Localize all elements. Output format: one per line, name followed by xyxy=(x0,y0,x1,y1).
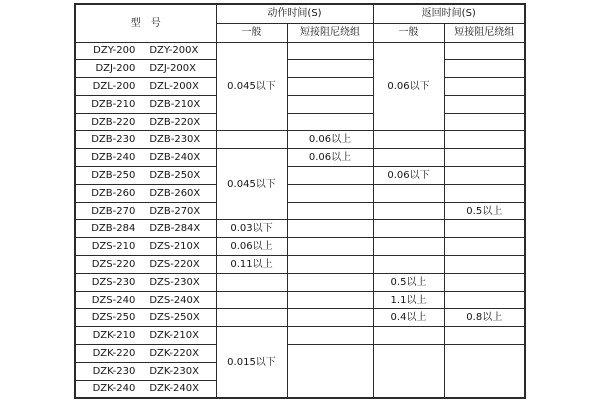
model-cell xyxy=(75,42,216,60)
table-header xyxy=(75,4,525,42)
return-damped-value-cell xyxy=(444,184,525,202)
header-action-general: 一般 xyxy=(216,23,287,42)
action-damped-value-cell: 0.06以上 xyxy=(287,131,373,149)
table-row xyxy=(75,149,525,167)
return-damped-value-cell: 0.5以上 xyxy=(444,202,525,220)
action-general-value-cell: 0.11以上 xyxy=(216,256,287,274)
action-damped-value-cell xyxy=(287,95,373,113)
action-damped-value-cell xyxy=(287,238,373,256)
model-number-x-variant: DZK-220X xyxy=(149,347,199,359)
action-damped-value-cell xyxy=(287,327,373,345)
model-number-x-variant: DZS-210X xyxy=(149,241,200,253)
table-row xyxy=(75,327,525,345)
return-general-value-cell xyxy=(373,327,444,345)
return-damped-value-cell xyxy=(444,238,525,256)
action-damped-value-cell xyxy=(287,167,373,185)
model-number: DZK-210 xyxy=(92,330,136,342)
model-number-x-variant: DZS-240X xyxy=(149,294,200,306)
return-damped-value-cell xyxy=(444,256,525,274)
model-number: DZB-210 xyxy=(91,98,136,110)
action-damped-value-cell xyxy=(287,113,373,131)
action-general-value-cell xyxy=(216,291,287,309)
model-cell xyxy=(75,238,216,256)
return-general-value-cell xyxy=(373,131,444,149)
model-cell xyxy=(75,291,216,309)
action-damped-value-cell xyxy=(287,256,373,274)
model-number: DZB-220 xyxy=(91,116,136,128)
return-damped-value-cell xyxy=(444,78,525,96)
header-return-damped-winding: 短接阻尼绕组 xyxy=(444,23,525,42)
table-body xyxy=(75,42,525,398)
action-damped-value-cell xyxy=(287,273,373,291)
model-number-x-variant: DZK-210X xyxy=(149,330,199,342)
model-number: DZY-200 xyxy=(93,45,136,57)
return-damped-value-cell xyxy=(444,327,525,345)
table-row xyxy=(75,184,525,202)
model-cell xyxy=(75,380,216,398)
return-general-value-cell xyxy=(373,256,444,274)
model-number-x-variant: DZB-250X xyxy=(149,169,201,181)
model-number-x-variant: DZS-230X xyxy=(149,276,200,288)
model-number: DZS-250 xyxy=(91,312,136,324)
spec-table xyxy=(74,3,526,399)
model-number-x-variant: DZK-240X xyxy=(149,383,199,395)
model-cell xyxy=(75,184,216,202)
model-number-x-variant: DZL-200X xyxy=(149,80,199,92)
header-return-general: 一般 xyxy=(373,23,444,42)
return-damped-value-cell xyxy=(444,291,525,309)
model-cell xyxy=(75,220,216,238)
model-number-x-variant: DZB-240X xyxy=(149,152,201,164)
return-general-value-cell: 0.06以下 xyxy=(373,167,444,185)
return-general-value-cell: 0.5以上 xyxy=(373,273,444,291)
header-action-time-group: 动作时间(S) xyxy=(216,4,373,23)
action-damped-value-cell xyxy=(287,291,373,309)
table-row xyxy=(75,202,525,220)
header-model: 型 号 xyxy=(75,4,216,42)
return-damped-value-cell xyxy=(444,95,525,113)
table-row xyxy=(75,273,525,291)
header-group-row xyxy=(75,4,525,23)
model-cell xyxy=(75,202,216,220)
spec-table-container xyxy=(74,3,526,399)
model-number-x-variant: DZY-200X xyxy=(149,45,199,57)
return-damped-value-cell: 0.8以上 xyxy=(444,309,525,327)
table-row xyxy=(75,238,525,256)
action-general-value-cell: 0.06以上 xyxy=(216,238,287,256)
action-damped-value-cell xyxy=(287,309,373,327)
action-damped-value-cell xyxy=(287,78,373,96)
model-cell xyxy=(75,273,216,291)
model-cell xyxy=(75,95,216,113)
table-row xyxy=(75,95,525,113)
model-number-x-variant: DZB-220X xyxy=(149,116,201,128)
table-row xyxy=(75,167,525,185)
model-cell xyxy=(75,113,216,131)
action-general-value-cell xyxy=(216,309,287,327)
table-row xyxy=(75,113,525,131)
model-number: DZB-230 xyxy=(91,134,136,146)
action-damped-value-cell xyxy=(287,220,373,238)
action-damped-value-cell xyxy=(287,202,373,220)
model-number: DZS-230 xyxy=(91,276,136,288)
return-general-value-cell: 0.06以下 xyxy=(373,42,444,131)
table-row xyxy=(75,60,525,78)
return-damped-value-cell xyxy=(444,131,525,149)
return-general-value-cell xyxy=(373,345,444,398)
model-cell xyxy=(75,167,216,185)
return-damped-value-cell xyxy=(444,167,525,185)
model-number: DZK-240 xyxy=(92,383,136,395)
model-cell xyxy=(75,327,216,345)
table-row xyxy=(75,220,525,238)
model-number: DZS-220 xyxy=(91,258,136,270)
model-number-x-variant: DZS-250X xyxy=(149,312,200,324)
return-damped-value-cell xyxy=(444,149,525,167)
return-damped-value-cell xyxy=(444,345,525,398)
action-general-value-cell: 0.045以下 xyxy=(216,149,287,220)
model-cell xyxy=(75,362,216,380)
return-damped-value-cell xyxy=(444,60,525,78)
return-damped-value-cell xyxy=(444,273,525,291)
header-action-damped-winding: 短接阻尼绕组 xyxy=(287,23,373,42)
table-row xyxy=(75,131,525,149)
return-general-value-cell xyxy=(373,184,444,202)
action-general-value-cell xyxy=(216,273,287,291)
model-cell xyxy=(75,149,216,167)
model-number-x-variant: DZB-270X xyxy=(149,205,201,217)
model-number: DZB-270 xyxy=(91,205,136,217)
model-number-x-variant: DZS-220X xyxy=(149,258,200,270)
model-number: DZL-200 xyxy=(92,80,136,92)
model-number: DZK-220 xyxy=(92,347,136,359)
model-number: DZS-210 xyxy=(91,241,136,253)
model-cell xyxy=(75,60,216,78)
return-general-value-cell xyxy=(373,220,444,238)
return-general-value-cell: 1.1以上 xyxy=(373,291,444,309)
return-damped-value-cell xyxy=(444,42,525,60)
model-cell xyxy=(75,345,216,363)
model-number: DZK-230 xyxy=(92,365,136,377)
return-damped-value-cell xyxy=(444,220,525,238)
model-number: DZB-250 xyxy=(91,169,136,181)
action-damped-value-cell xyxy=(287,60,373,78)
return-general-value-cell xyxy=(373,149,444,167)
table-row xyxy=(75,42,525,60)
table-row xyxy=(75,309,525,327)
model-number-x-variant: DZB-210X xyxy=(149,98,201,110)
model-number: DZB-284 xyxy=(91,223,136,235)
model-number-x-variant: DZB-230X xyxy=(149,134,201,146)
header-return-time-group: 返回时间(S) xyxy=(373,4,525,23)
action-damped-value-cell: 0.06以上 xyxy=(287,149,373,167)
table-row xyxy=(75,291,525,309)
return-general-value-cell xyxy=(373,238,444,256)
model-cell xyxy=(75,78,216,96)
action-damped-value-cell xyxy=(287,184,373,202)
model-cell xyxy=(75,309,216,327)
table-row xyxy=(75,256,525,274)
model-number: DZJ-200 xyxy=(95,63,136,75)
model-number-x-variant: DZB-284X xyxy=(149,223,201,235)
model-number: DZB-240 xyxy=(91,152,136,164)
return-general-value-cell: 0.4以上 xyxy=(373,309,444,327)
return-general-value-cell xyxy=(373,202,444,220)
model-number: DZB-260 xyxy=(91,187,136,199)
model-number-x-variant: DZB-260X xyxy=(149,187,201,199)
table-row xyxy=(75,78,525,96)
model-cell xyxy=(75,256,216,274)
action-general-value-cell: 0.045以下 xyxy=(216,42,287,131)
model-cell xyxy=(75,131,216,149)
model-number-x-variant: DZK-230X xyxy=(149,365,199,377)
model-number: DZS-240 xyxy=(91,294,136,306)
return-damped-value-cell xyxy=(444,113,525,131)
model-number-x-variant: DZJ-200X xyxy=(149,63,197,75)
action-general-value-cell xyxy=(216,131,287,149)
action-general-value-cell: 0.015以下 xyxy=(216,327,287,398)
action-damped-value-cell xyxy=(287,345,373,398)
action-general-value-cell: 0.03以下 xyxy=(216,220,287,238)
table-row xyxy=(75,345,525,363)
action-damped-value-cell xyxy=(287,42,373,60)
